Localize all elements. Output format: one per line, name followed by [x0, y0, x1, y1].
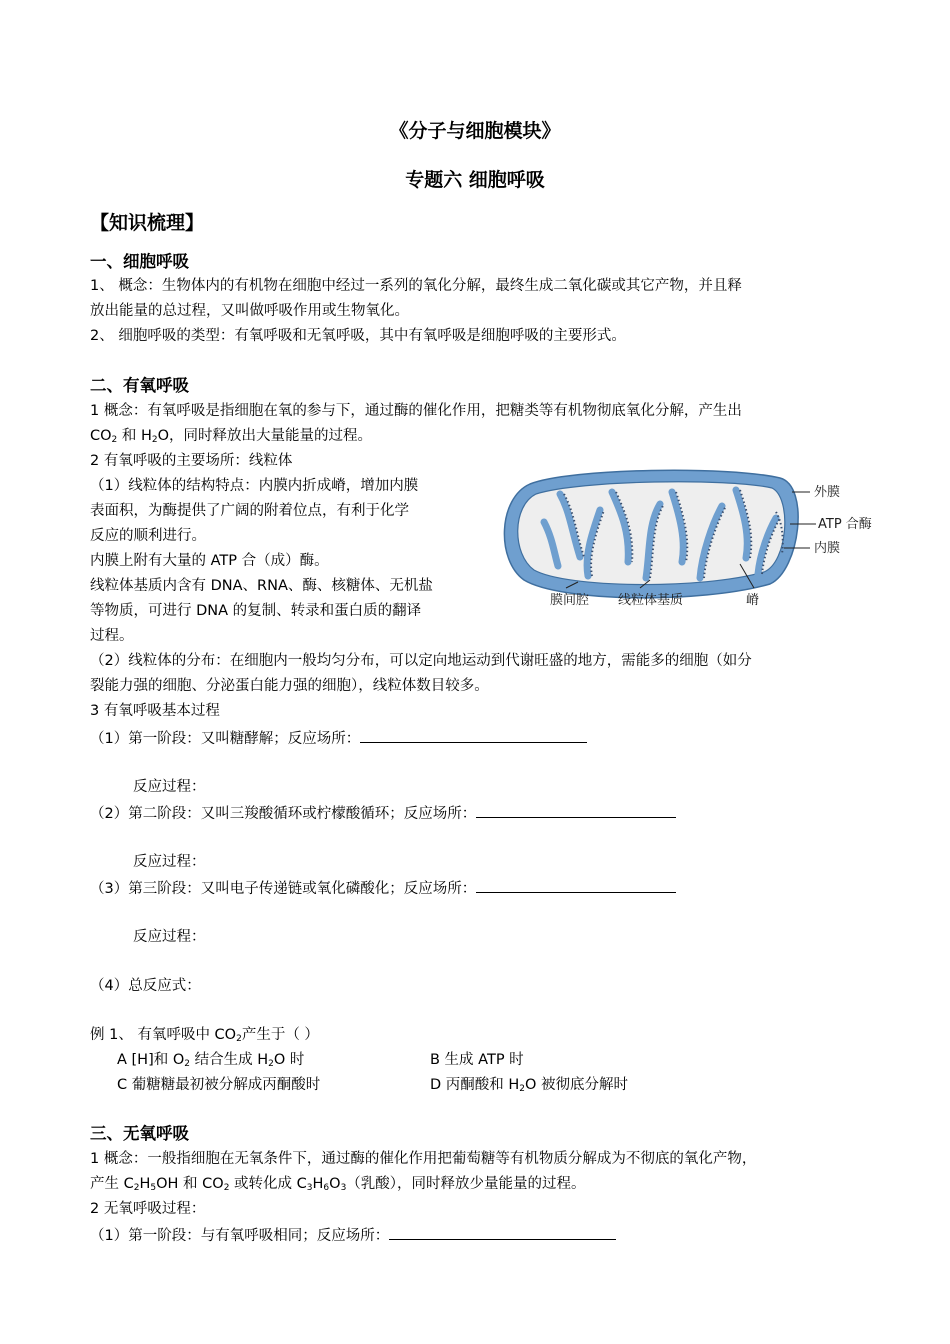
paragraph-line: 1 概念：一般指细胞在无氧条件下，通过酶的催化作用把葡萄糖等有机物质分解成为不彻底的氧化产物，: [90, 1151, 757, 1167]
answer-blank[interactable]: [476, 802, 676, 818]
knowledge-heading: 【知识梳理】: [90, 212, 205, 234]
paragraph-line: 1 概念：有氧呼吸是指细胞在氧的参与下，通过酶的催化作用，把糖类等有机物彻底氧化分解，产生出: [90, 403, 742, 419]
paragraph-line: （2）线粒体的分布：在细胞内一般均匀分布，可以定向地运动到代谢旺盛的地方，需能多的细胞（如分: [90, 653, 752, 669]
stage-line: （1）第一阶段：与有氧呼吸相同；反应场所：: [90, 1224, 616, 1246]
paragraph-line: 2、 细胞呼吸的类型：有氧呼吸和无氧呼吸，其中有氧呼吸是细胞呼吸的主要形式。: [90, 328, 626, 344]
label-inner-membrane: 内膜: [814, 541, 841, 556]
example-question: 例 1、 有氧呼吸中 $CO_2$产生于（ ）: [90, 1027, 319, 1044]
option-c[interactable]: C 葡糖糖最初被分解成丙酮酸时: [117, 1077, 321, 1093]
paragraph-line: 裂能力强的细胞、分泌蛋白能力强的细胞），线粒体数目较多。: [90, 678, 489, 694]
option-b[interactable]: B 生成 ATP 时: [430, 1052, 524, 1068]
paragraph-line: 表面积，为酶提供了广阔的附着位点，有利于化学: [90, 503, 409, 519]
stage-line: （3）第三阶段：又叫电子传递链或氧化磷酸化；反应场所：: [90, 877, 676, 899]
paragraph-line: 3 有氧呼吸基本过程: [90, 703, 220, 719]
paragraph-line: 等物质，可进行 DNA 的复制、转录和蛋白质的翻译: [90, 603, 422, 619]
paragraph-line: （1）线粒体的结构特点：内膜内折成嵴，增加内膜: [90, 478, 419, 494]
label-matrix: 线粒体基质: [618, 593, 684, 608]
paragraph-line: 2 有氧呼吸的主要场所：线粒体: [90, 453, 293, 469]
label-atp-synthase: ATP 合酶: [818, 517, 872, 532]
total-reaction-label: （4）总反应式：: [90, 978, 201, 994]
paragraph-line: 产生 $C_2H_5OH$ 和 $CO_2$ 或转化成 $C_3H_6O_3$（乳酸），同时释放少量能量的过程。: [90, 1176, 586, 1193]
paragraph-line: 反应的顺利进行。: [90, 528, 206, 544]
option-d[interactable]: D 丙酮酸和 $H_2O$ 被彻底分解时: [430, 1077, 629, 1094]
answer-blank[interactable]: [389, 1224, 616, 1240]
document-title: 《分子与细胞模块》: [389, 120, 561, 142]
paragraph-line: 过程。: [90, 628, 134, 644]
section-heading-anaerobic: 三、无氧呼吸: [90, 1124, 189, 1143]
paragraph-line: 内膜上附有大量的 ATP 合（成）酶。: [90, 553, 329, 569]
option-a[interactable]: A [H]和 $O_2$ 结合生成 $H_2O$ 时: [117, 1052, 305, 1069]
section-heading-respiration: 一、细胞呼吸: [90, 252, 189, 271]
stage-line: （2）第二阶段：又叫三羧酸循环或柠檬酸循环；反应场所：: [90, 802, 676, 824]
paragraph-line: 放出能量的总过程，又叫做呼吸作用或生物氧化。: [90, 303, 409, 319]
label-outer-membrane: 外膜: [814, 485, 841, 500]
section-heading-aerobic: 二、有氧呼吸: [90, 376, 189, 395]
answer-blank[interactable]: [360, 727, 587, 743]
paragraph-line: 线粒体基质内含有 DNA、RNA、酶、核糖体、无机盐: [90, 578, 433, 594]
mitochondrion-diagram: [500, 462, 890, 614]
answer-blank[interactable]: [476, 877, 676, 893]
stage-process-label: 反应过程：: [133, 854, 206, 870]
paragraph-line: 2 无氧呼吸过程：: [90, 1201, 206, 1217]
stage-process-label: 反应过程：: [133, 779, 206, 795]
label-crista: 嵴: [746, 593, 760, 608]
paragraph-line: 1、 概念：生物体内的有机物在细胞中经过一系列的氧化分解，最终生成二氧化碳或其它产物，并且释: [90, 278, 742, 294]
stage-process-label: 反应过程：: [133, 929, 206, 945]
document-subtitle: 专题六 细胞呼吸: [405, 169, 545, 191]
paragraph-line: $CO_2$ 和 $H_2O$，同时释放出大量能量的过程。: [90, 428, 373, 445]
label-intermembrane-space: 膜间腔: [550, 593, 590, 608]
stage-line: （1）第一阶段：又叫糖酵解；反应场所：: [90, 727, 587, 749]
